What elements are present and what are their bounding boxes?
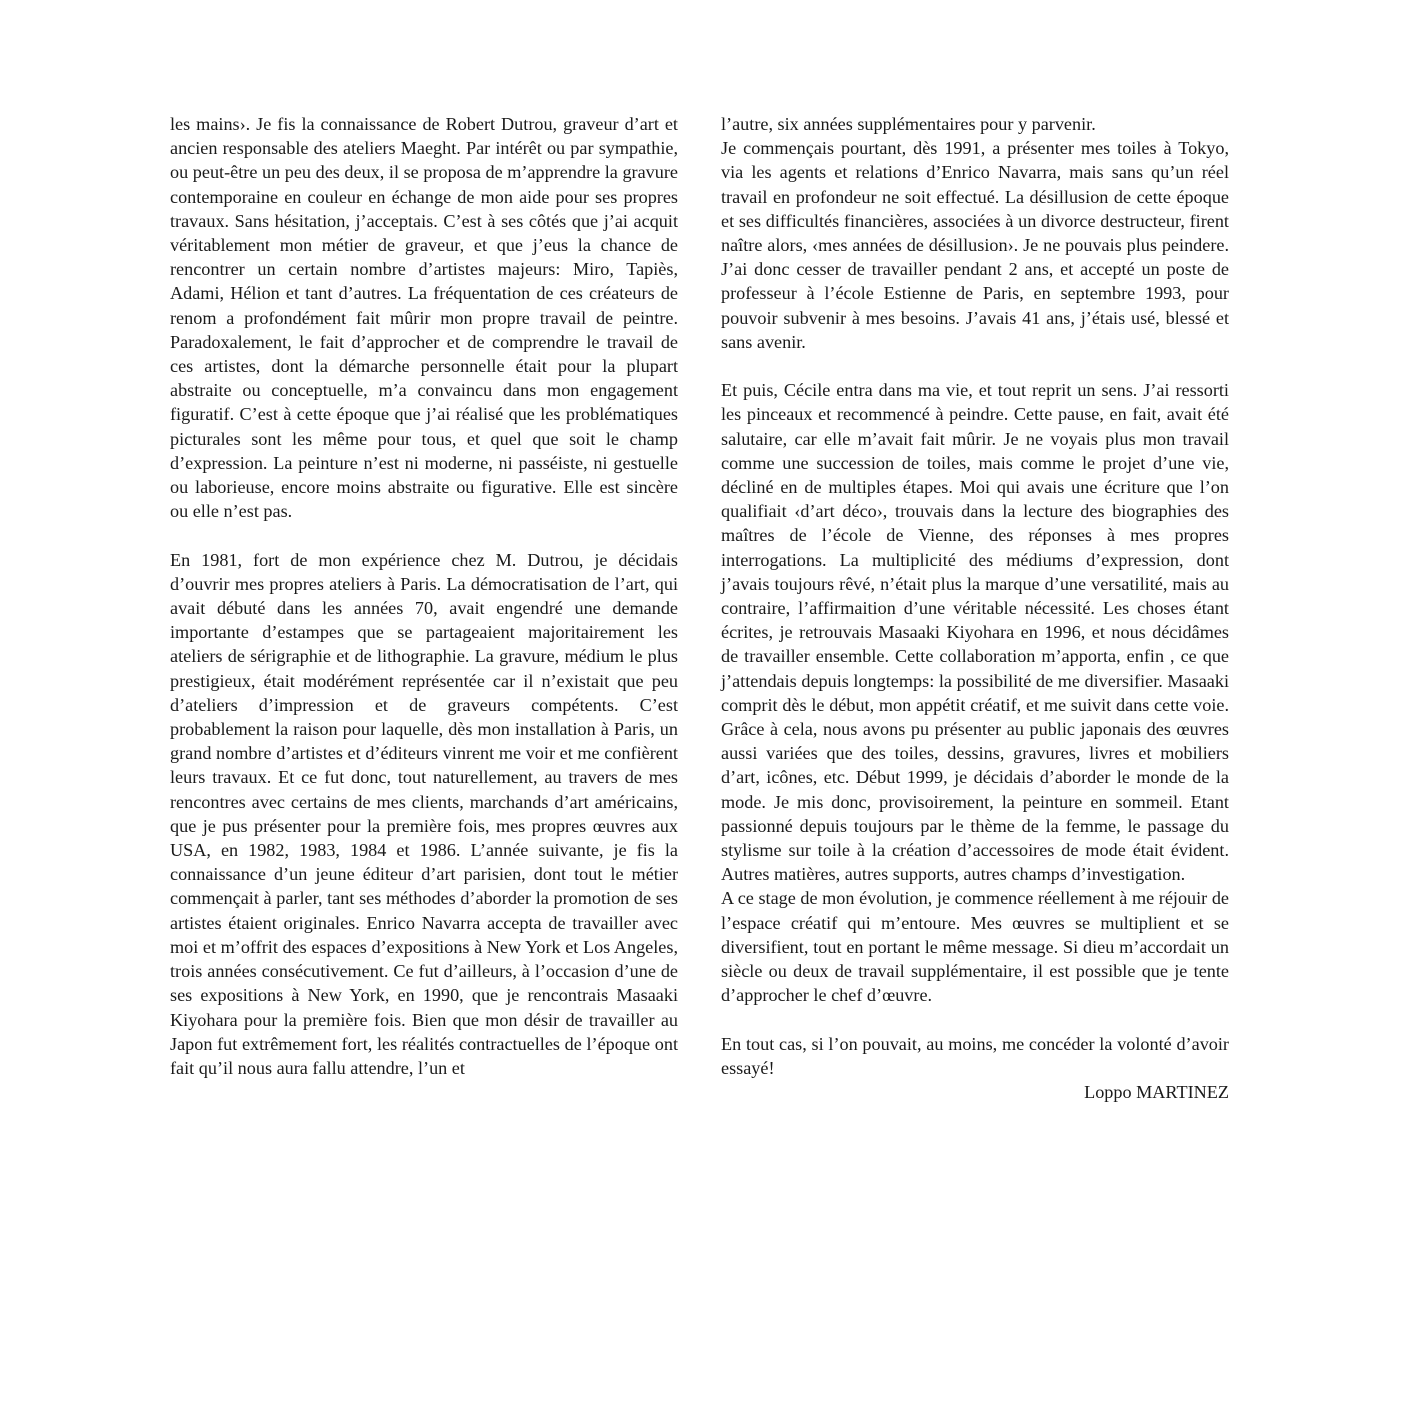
paragraph-closing: En tout cas, si l’on pouvait, au moins, me concéder la volonté d’avoir essayé! — [721, 1033, 1229, 1078]
right-text-column — [721, 112, 1229, 1104]
paragraph-six-annees: l’autre, six années supplémentaires pour y parvenir. — [721, 114, 1096, 134]
paragraph-stage: A ce stage de mon évolution, je commence réellement à me réjouir de l’espace créatif qui m’entoure. Mes œuvres se multiplient et se diversifient, tout en portant le même message. Si dieu m’accordait un siècle ou deux de travail supplémentaire, il est possible que je tente d’approcher le chef d’œuvre. — [721, 888, 1229, 1006]
left-text-column — [170, 112, 678, 1080]
paragraph-cecile: Et puis, Cécile entra dans ma vie, et tout reprit un sens. J’ai ressorti les pinceaux et recommencé à peindre. Cette pause, en fait, avait été salutaire, car elle m’avait fait mûrir. Je ne voyais plus mon travail comme une succession de toiles, mais comme le projet d’une vie, décliné en de multiples étapes. Moi qui avais une écriture que l’on qualifiait ‹d’art déco›, trouvais dans la lecture des biographies des maîtres de l’école de Vienne, des réponses à mes propres interrogations. La multiplicité des médiums d’expression, dont j’avais toujours rêvé, n’était plus la marque d’une versatilité, mais au contraire, l’affirmaition d’une véritable nécessité. Les choses étant écrites, je retrouvais Masaaki Kiyohara en 1996, et nous décidâmes de travailler ensemble. Cette collaboration m’apporta, enfin , ce que j’attendais depuis longtemps: la possibilité de me diversifier. Masaaki comprit dès le début, mon appétit créatif, et me suivit dans cette voie. Grâce à cela, nous avons pu présenter au public japonais des œuvres aussi variées que des toiles, dessins, gravures, livres et mobiliers d’art, icônes, etc. Début 1999, je décidais d’aborder le monde de la mode. Je mis donc, provisoirement, la peinture en sommeil. Etant passionné depuis toujours par le thème de la femme, le passage du stylisme sur toile à la création d’accessoires de mode était évident. Autres matières, autres supports, autres champs d’investigation. — [721, 380, 1229, 885]
paragraph-1981: En 1981, fort de mon expérience chez M. Dutrou, je décidais d’ouvrir mes propres ateliers à Paris. La démocratisation de l’art, qui avait débuté dans les années 70, avait engendré une demande importante d’estampes que se partageaient majoritairement les ateliers de sérigraphie et de lithographie. La gravure, médium le plus prestigieux, était modérément représentée car il n’existait que peu d’ateliers d’impression et de graveurs compétents. C’est probablement la raison pour laquelle, dès mon installation à Paris, un grand nombre d’artistes et d’éditeurs vinrent me voir et me confièrent leurs travaux. Et ce fut donc, tout naturellement, au travers de mes rencontres avec certains de mes clients, marchands d’art américains, que je pus présenter pour la première fois, mes propres œuvres aux USA, en 1982, 1983, 1984 et 1986. L’année suivante, je fis la connaissance d’un jeune éditeur d’art parisien, dont tout le métier commençait à parler, tant ses méthodes d’aborder la promotion de ses artistes étaient originales. Enrico Navarra accepta de travailler avec moi et m’offrit des espaces d’expositions à New York et Los Angeles, trois années consécutivement. Ce fut d’ailleurs, à l’occasion d’une de ses expositions à New York, en 1990, que je rencontrais Masaaki Kiyohara pour la première fois. Bien que mon désir de travailler au Japon fut extrêmement fort, les réalités contractuelles de l’époque ont fait qu’il nous aura fallu attendre, l’un et — [170, 549, 678, 1078]
author-signature: Loppo MARTINEZ — [1084, 1082, 1229, 1103]
paragraph-dutrou: les mains›. Je fis la connaissance de Robert Dutrou, graveur d’art et ancien responsable des ateliers Maeght. Par intérêt ou par sympathie, ou peut-être un peu des deux, il se proposa de m’apprendre la gravure contemporaine en couleur en échange de mon aide pour ses propres travaux. Sans hésitation, j’acceptais. C’est à ses côtés que j’ai acquit véritablement mon métier de graveur, et que j’eus la chance de rencontrer un certain nombre d’artistes majeurs: Miro, Tapiès, Adami, Hélion et tant d’autres. La fréquentation de ces créateurs de renom a profondément fait mûrir mon propre travail de peintre. Paradoxalement, le fait d’approcher et de comprendre le travail de ces artistes, dont la démarche personnelle était pour la plupart abstraite ou conceptuelle, m’a convaincu dans mon engagement figuratif. C’est à cette époque que j’ai réalisé que les problématiques picturales sont les même pour tous, et quel que soit le champ d’expression. La peinture n’est ni moderne, ni passéiste, ni gestuelle ou laborieuse, encore moins abstraite ou figurative. Elle est sincère ou elle n’est pas. — [170, 114, 678, 522]
paragraph-1991: Je commençais pourtant, dès 1991, a présenter mes toiles à Tokyo, via les agents et relations d’Enrico Navarra, mais sans qu’un réel travail en profondeur ne soit effectué. La désillusion de cette époque et ses difficultés financières, associées à un divorce destructeur, firent naître alors, ‹mes années de désillusion›. Je ne pouvais plus peindere. J’ai donc cesser de travailler pendant 2 ans, et accepté un poste de professeur à l’école Estienne de Paris, en septembre 1993, pour pouvoir subvenir à mes besoins. J’avais 41 ans, j’étais usé, blessé et sans avenir. — [721, 138, 1229, 352]
